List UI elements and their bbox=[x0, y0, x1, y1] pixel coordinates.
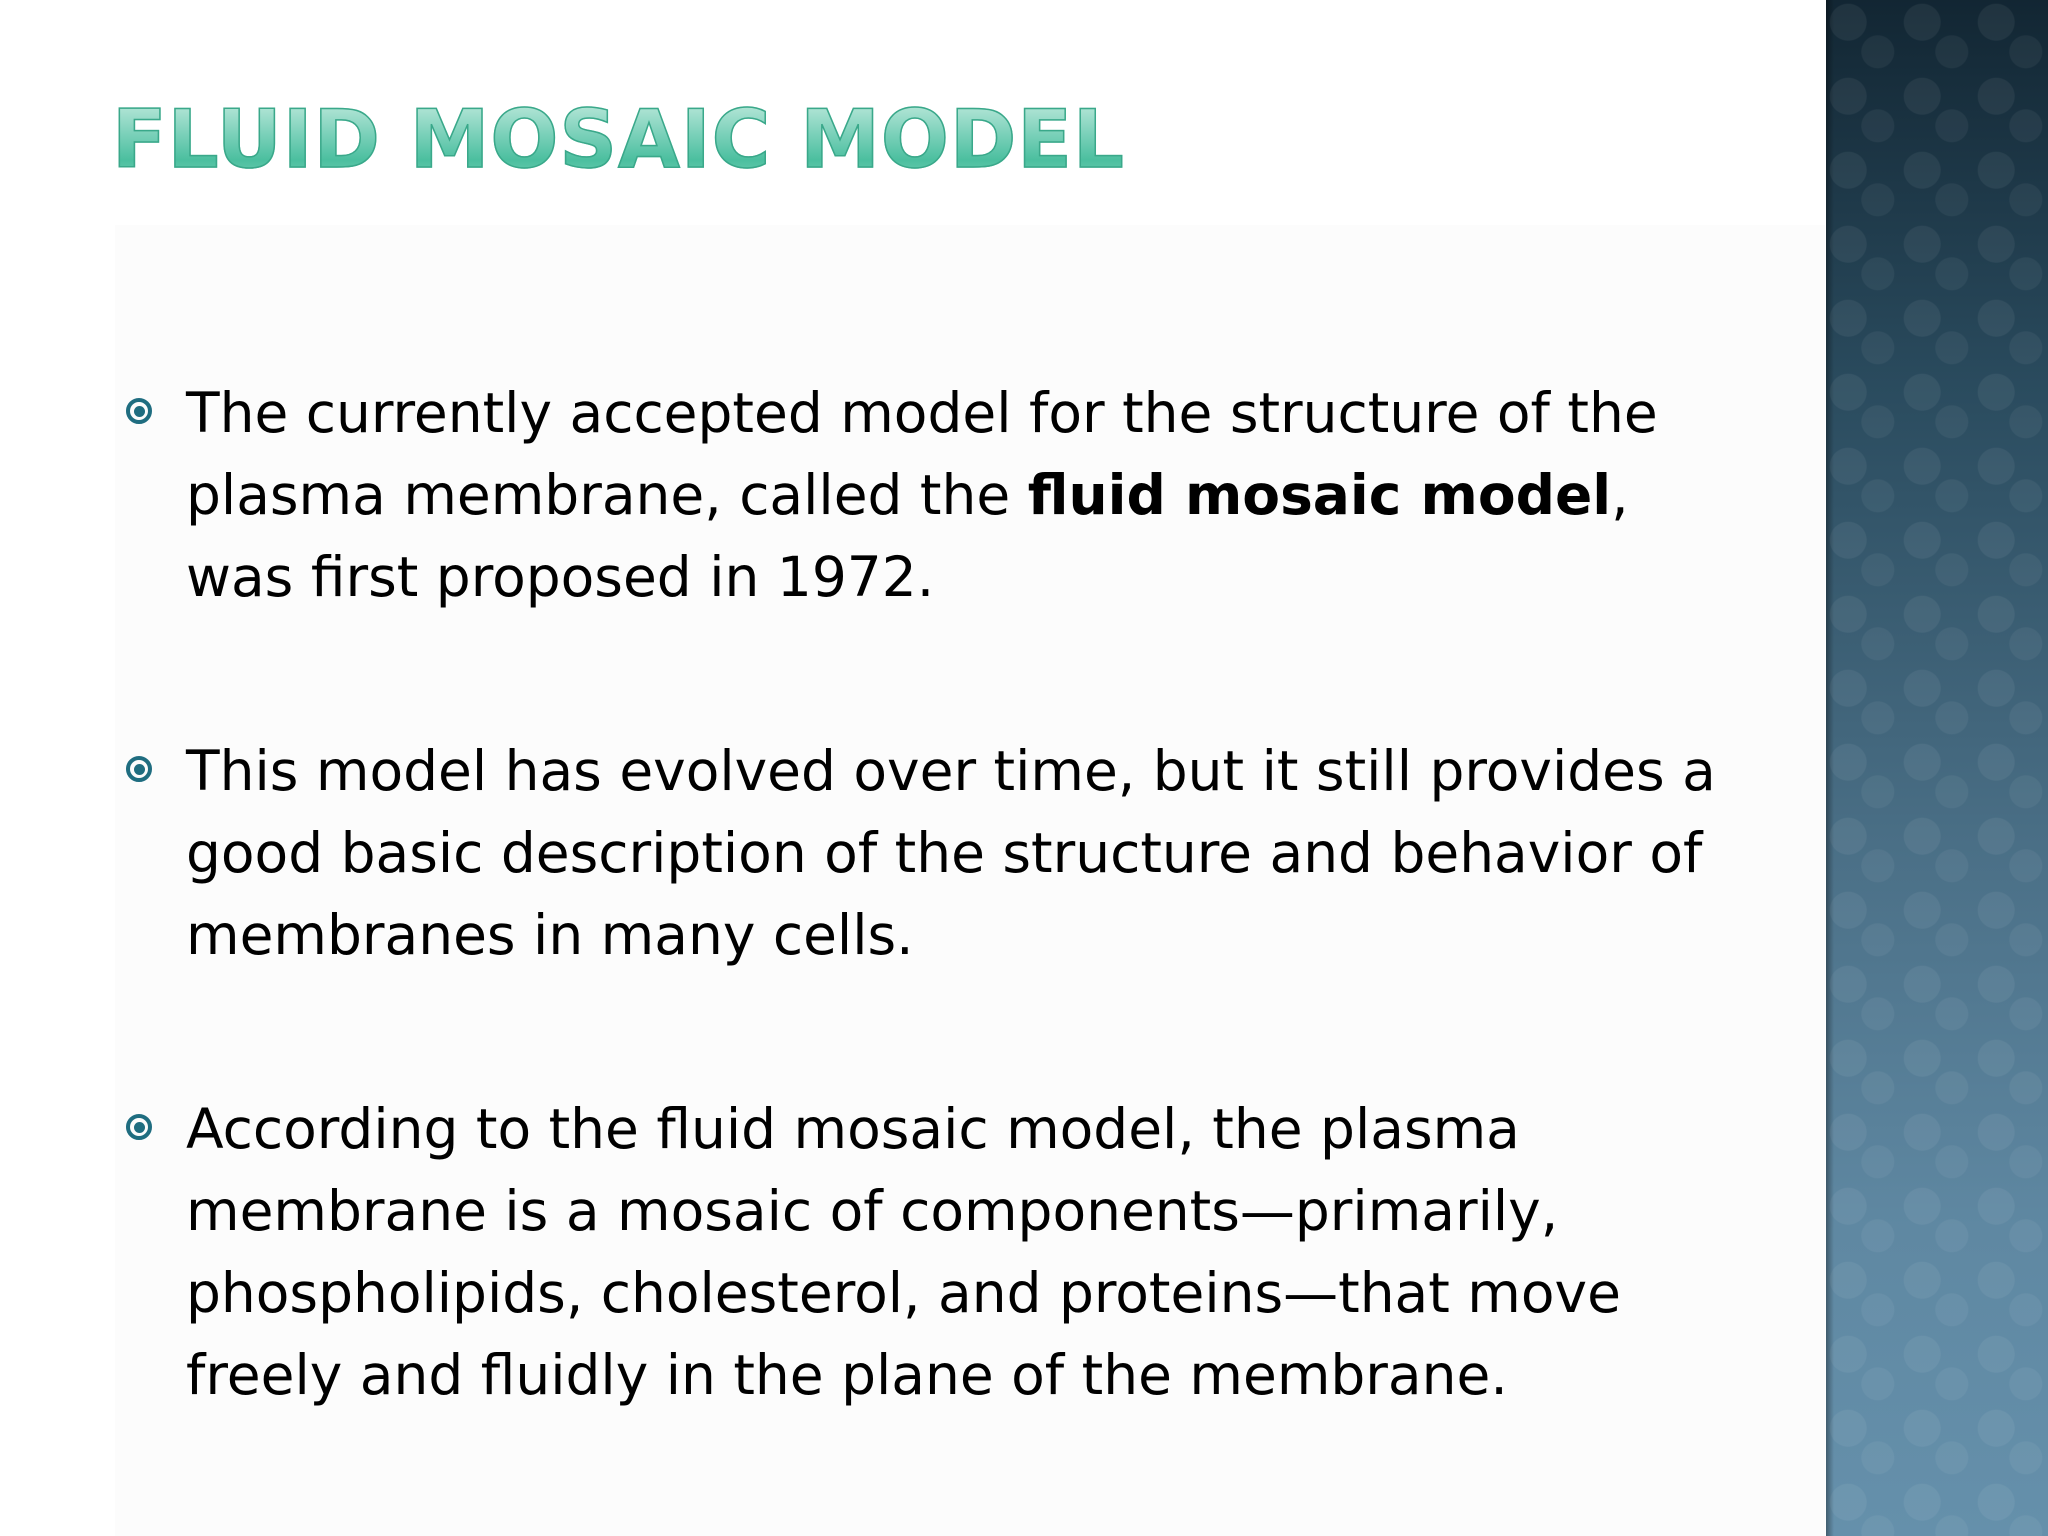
bullet-1-bold-term: fluid mosaic model bbox=[1027, 463, 1612, 527]
bullet-item-2 bbox=[126, 730, 1726, 976]
decorative-side-band bbox=[1826, 0, 2048, 1536]
bullet-1-text-after: , was first proposed in 1972. bbox=[186, 463, 1629, 609]
bullet-item-1 bbox=[126, 372, 1726, 618]
slide-title: FLUID MOSAIC MODEL bbox=[112, 93, 1125, 186]
bullet-item-3 bbox=[126, 1088, 1726, 1416]
circle-bullet-icon bbox=[126, 398, 152, 424]
bullet-2-text: This model has evolved over time, but it still provides a good basic description of the structure and behavior of membranes in many cells. bbox=[186, 739, 1716, 967]
bullet-3-text: According to the fluid mosaic model, the plasma membrane is a mosaic of components—primarily, phospholipids, cholesterol, and proteins—that move freely and fluidly in the plane of the membrane. bbox=[186, 1097, 1621, 1407]
bullet-1-text-before: The currently accepted model for the structure of the plasma membrane, called the bbox=[186, 381, 1658, 527]
side-band-texture bbox=[1826, 0, 2048, 1536]
circle-bullet-icon bbox=[126, 756, 152, 782]
bullet-list bbox=[126, 372, 1726, 1528]
side-band-edge-shadow bbox=[1826, 0, 1834, 1536]
circle-bullet-icon bbox=[126, 1114, 152, 1140]
